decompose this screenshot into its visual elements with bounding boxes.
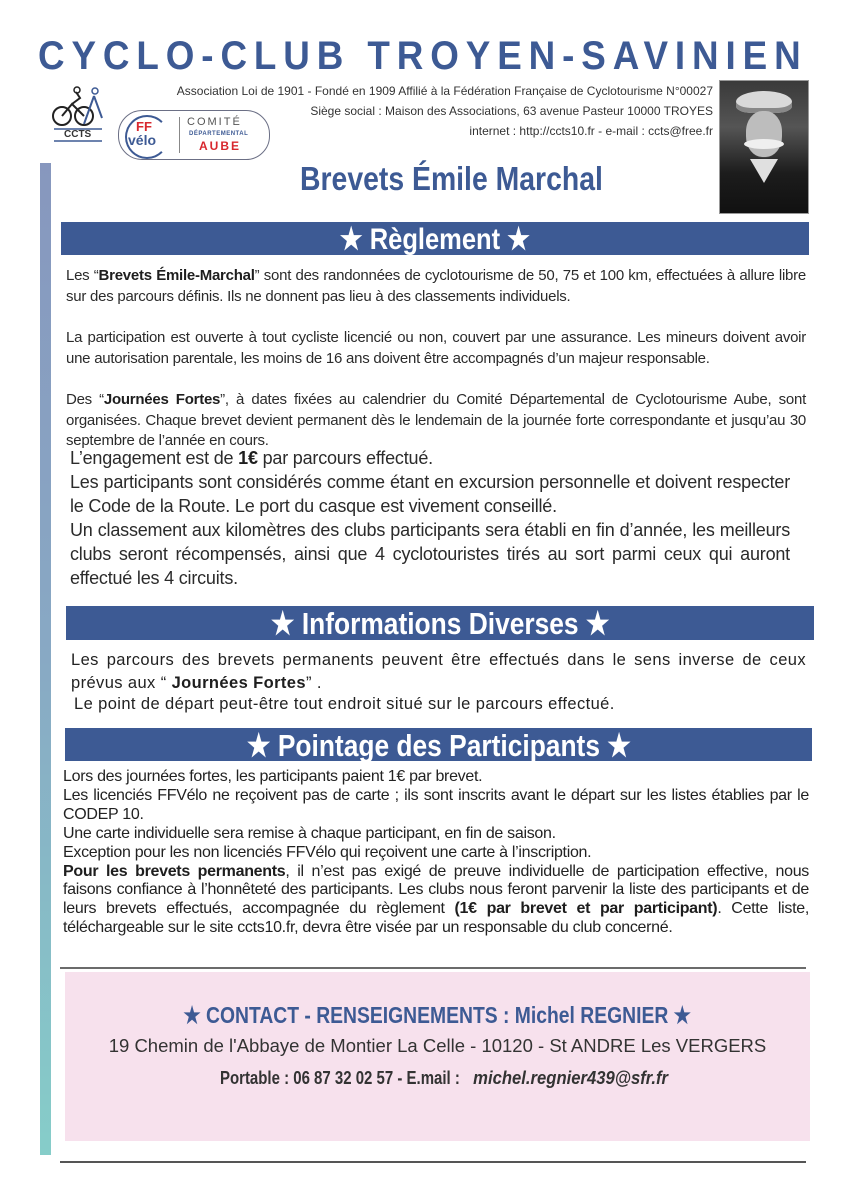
- association-info: Association Loi de 1901 - Fondé en 1909 Affilié à la Fédération Française de Cyclotourisme N°00027: [176, 84, 713, 98]
- contact-phone-email: [65, 1067, 810, 1089]
- reglement-paragraph-3: [66, 390, 806, 452]
- text: . Cette liste, téléchargeable sur le site ccts10.fr, devra être visée par un responsable du club concerné.: [63, 900, 809, 937]
- section-heading: ★ Pointage des Participants ★: [246, 728, 631, 763]
- reglement-paragraph-1: [66, 266, 806, 307]
- pointage-paragraph-4: Exception pour les non licenciés FFVélo qui reçoivent une carte à l’inscription.: [63, 843, 592, 861]
- page-title: Brevets Émile Marchal: [300, 160, 603, 197]
- side-gradient-bar: [40, 163, 51, 1155]
- text: Les parcours des brevets permanents peuvent être effectués dans le sens inverse de ceux prévus aux “: [71, 651, 806, 692]
- bold-text: 1€: [238, 448, 258, 468]
- section-banner-pointage: [65, 728, 812, 761]
- bottom-divider-line: [60, 1161, 806, 1163]
- logo-divider: [179, 117, 180, 153]
- bold-text: Journées Fortes: [103, 391, 221, 408]
- comite-text: COMITÉ: [187, 116, 242, 128]
- contact-address: 19 Chemin de l'Abbaye de Montier La Celle - 10120 - St ANDRE Les VERGERS: [108, 1035, 767, 1056]
- contact-title-text: ★ CONTACT - RENSEIGNEMENTS : Michel REGNIER ★: [183, 1002, 692, 1028]
- text: ” .: [305, 673, 322, 692]
- reglement-paragraph-2: La participation est ouverte à tout cycliste licencié ou non, couvert par une assurance. Les mineurs doivent avoir une autorisation parentale, les moins de 16 ans doivent être accompagnés d’un majeur responsable.: [66, 329, 806, 367]
- pointage-body: [63, 768, 809, 938]
- aube-text: AUBE: [199, 139, 242, 153]
- text: , il n’est pas exigé de preuve individuelle de participation effective, nous faisons confiance à l’honnêteté des participants. Les clubs nous feront parvenir la liste des participants et de leurs brevets effectués, accompagnée du règlement: [63, 862, 810, 918]
- section-banner-informations: [66, 606, 814, 640]
- informations-paragraph-2: Le point de départ peut-être tout endroit situé sur le parcours effectué.: [74, 695, 615, 713]
- ccts-logo: [50, 86, 106, 146]
- portrait-photo: [719, 80, 809, 214]
- ffvelo-comite-aube-logo: [118, 110, 270, 160]
- bold-text: Brevets Émile-Marchal: [98, 267, 255, 284]
- pointage-paragraph-3: Une carte individuelle sera remise à chaque participant, en fin de saison.: [63, 824, 556, 842]
- bold-text: Pour les brevets permanents: [63, 862, 286, 880]
- contact-title: [65, 1002, 810, 1029]
- divider-line: [60, 967, 806, 969]
- contact-email-link[interactable]: michel.regnier439@sfr.fr: [473, 1067, 669, 1088]
- text: L’engagement est de: [70, 448, 239, 468]
- departemental-text: DÉPARTEMENTAL: [189, 131, 249, 137]
- headquarters-address: Siège social : Maison des Associations, 63 avenue Pasteur 10000 TROYES: [310, 104, 713, 118]
- pointage-paragraph-2: Les licenciés FFVélo ne reçoivent pas de carte ; ils sont inscrits avant le départ sur les listes établies par le CODEP 10.: [63, 786, 809, 823]
- ffvelo-velo-text: vélo: [128, 132, 157, 148]
- ccts-logo-label: CCTS: [64, 129, 92, 140]
- portrait-collar: [750, 159, 778, 183]
- section-heading: ★ Informations Diverses ★: [270, 606, 610, 641]
- reglement-paragraph-4: [70, 447, 790, 471]
- section-banner-reglement: [61, 222, 809, 255]
- club-title: CYCLO-CLUB TROYEN-SAVINIEN: [38, 34, 808, 78]
- text: par parcours effectué.: [257, 448, 433, 468]
- pointage-paragraph-5: [63, 863, 809, 939]
- text: ”, à dates fixées au calendrier du Comité Départemental de Cyclotourisme Aube, sont organisées. Chaque brevet devient permanent dès le lendemain de la journée forte correspondante et jusqu’au 30 septembre de l’année en cours.: [66, 391, 806, 449]
- informations-paragraph-1: [71, 649, 806, 694]
- phone-label: Portable : 06 87 32 02 57 - E.mail :: [220, 1067, 461, 1088]
- portrait-cap: [736, 91, 792, 113]
- bold-text: (1€ par brevet et par participant): [454, 900, 718, 918]
- portrait-mustache: [744, 139, 784, 149]
- website-email-line: internet : http://ccts10.fr - e-mail : ccts@free.fr: [469, 124, 713, 138]
- section-heading: ★ Règlement ★: [339, 223, 531, 256]
- ffvelo-ff-text: FF: [136, 119, 152, 134]
- pointage-paragraph-1: Lors des journées fortes, les participants paient 1€ par brevet.: [63, 768, 483, 785]
- bold-text: Journées Fortes: [171, 673, 306, 692]
- text: ” sont des randonnées de cyclotourisme de 50, 75 et 100 km, effectuées à allure libre sur des parcours définis. Ils ne donnent pas lieu à des classements individuels.: [66, 267, 806, 305]
- reglement-paragraph-6: Un classement aux kilomètres des clubs participants sera établi en fin d’année, les meilleurs clubs seront récompensés, ainsi que 4 cyclotouristes tirés au sort parmi ceux qui auront effectué les 4 circuits.: [70, 520, 790, 588]
- contact-box: [65, 972, 810, 1141]
- text: Des “: [66, 391, 104, 408]
- portrait-face: [746, 111, 782, 157]
- reglement-paragraph-5: Les participants sont considérés comme étant en excursion personnelle et doivent respecter le Code de la Route. Le port du casque est vivement conseillé.: [70, 472, 790, 516]
- text: Les “: [66, 267, 99, 284]
